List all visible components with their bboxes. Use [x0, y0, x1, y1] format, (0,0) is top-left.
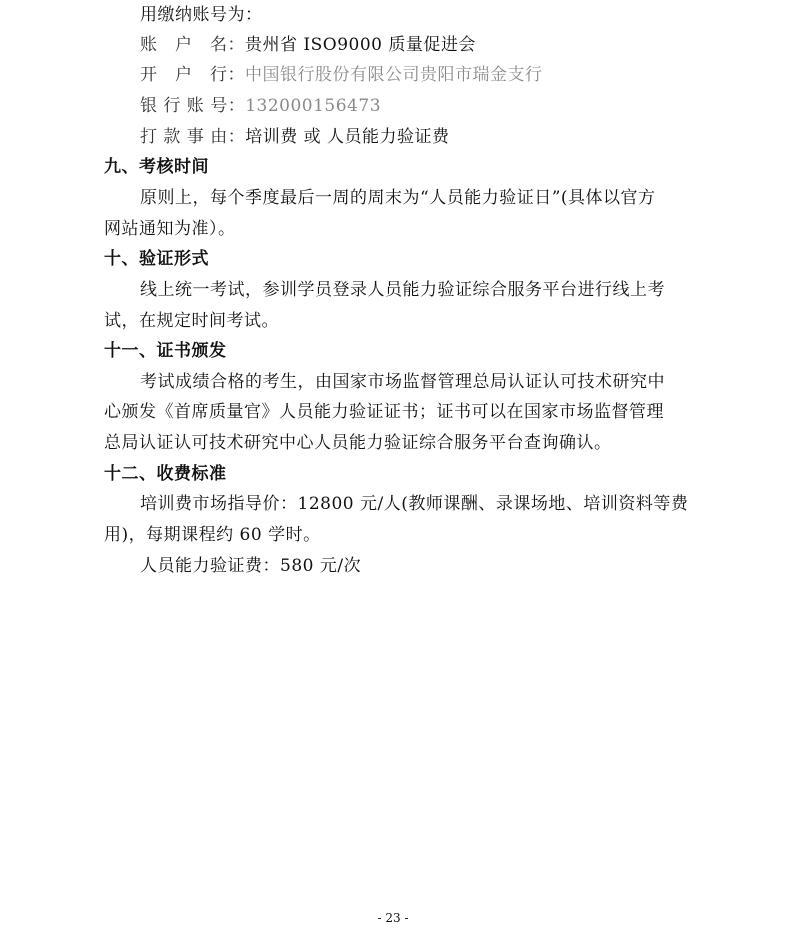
page-number: - 23 -: [377, 911, 409, 925]
section-11-line-1: 考试成绩合格的考生，由国家市场监督管理总局认证认可技术研究中: [140, 372, 665, 392]
section-11-title: 十一、证书颁发: [104, 341, 227, 361]
bank-value: 中国银行股份有限公司贵阳市瑞金支行: [245, 65, 543, 85]
payment-purpose-row: [140, 126, 450, 148]
section-9-title: 九、考核时间: [104, 157, 209, 177]
section-10-line-1: 线上统一考试，参训学员登录人员能力验证综合服务平台进行线上考: [140, 280, 665, 300]
section-10-line-2: 试，在规定时间考试。: [104, 311, 279, 331]
payment-purpose-value: 培训费 或 人员能力验证费: [245, 127, 450, 147]
section-11-line-2: 心颁发《首席质量官》人员能力验证证书；证书可以在国家市场监督管理: [104, 402, 664, 422]
account-number-label: 银 行 账 号：: [140, 96, 246, 116]
bank-label: 开 户 行：: [140, 65, 245, 85]
section-9-line-1: 原则上，每个季度最后一周的周末为“人员能力验证日”(具体以官方: [140, 188, 656, 208]
section-10-title: 十、验证形式: [104, 249, 209, 269]
payment-purpose-label: 打 款 事 由：: [140, 127, 246, 147]
account-name-value: 贵州省 ISO9000 质量促进会: [245, 35, 476, 55]
section-12-line-3: 人员能力验证费：580 元/次: [140, 556, 362, 576]
account-number-value: 132000156473: [245, 96, 382, 116]
payment-intro: 用缴纳账号为：: [140, 5, 263, 25]
bank-row: [140, 64, 543, 86]
section-12-line-1: 培训费市场指导价：12800 元/人(教师课酬、录课场地、培训资料等费: [140, 494, 689, 514]
account-number-row: [140, 95, 381, 117]
section-12-title: 十二、收费标准: [104, 464, 227, 484]
account-name-row: [140, 34, 476, 56]
section-9-line-2: 网站通知为准）。: [104, 219, 236, 239]
section-12-line-2: 用)，每期课程约 60 学时。: [104, 525, 321, 545]
section-11-line-3: 总局认证认可技术研究中心人员能力验证综合服务平台查询确认。: [104, 433, 612, 453]
account-name-label: 账 户 名：: [140, 35, 245, 55]
